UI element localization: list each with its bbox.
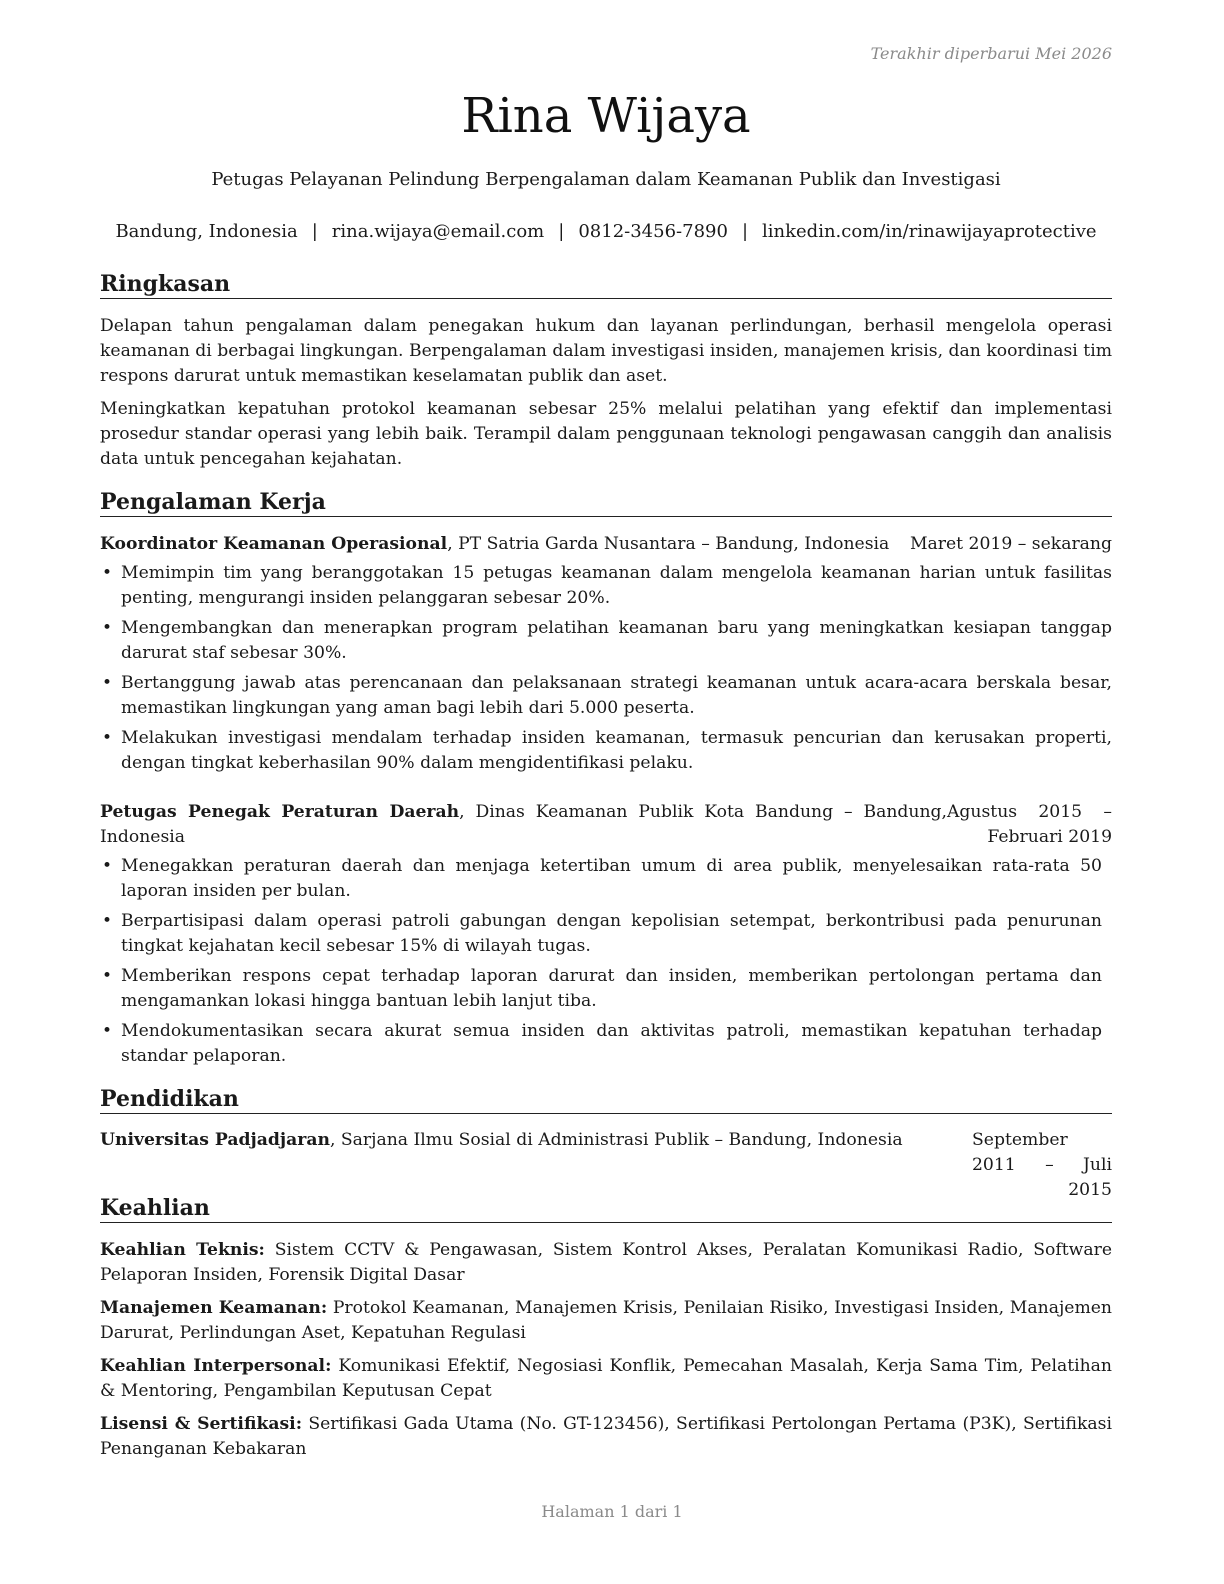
section-title-skills: Keahlian — [100, 1194, 1112, 1223]
summary-paragraph: Meningkatkan kepatuhan protokol keamanan sebesar 25% melalui pelatihan yang efektif dan implementasi prosedur standar operasi yang lebih baik. Terampil dalam penggunaan teknologi pengawasan canggih dan analisis data untuk pencegahan kejahatan. — [100, 399, 1112, 469]
skill-group-text: Komunikasi Efektif, Negosiasi Konflik, Pemecahan Masalah, Kerja Sama Tim, Pelatihan & Mentoring, Pengambilan Keputusan Cepat — [100, 1356, 1112, 1401]
job-bullets — [100, 561, 1112, 776]
list-item: • Melakukan investigasi mendalam terhadap insiden keamanan, termasuk pencurian dan kerusakan properti, dengan tingkat keberhasilan 90% dalam mengidentifikasi pelaku. — [100, 726, 1112, 776]
last-updated-note: Terakhir diperbarui Mei 2026 — [870, 44, 1112, 63]
skill-group — [100, 1296, 1112, 1346]
job-entry — [100, 532, 1112, 781]
education-school: Universitas Padjadjaran — [100, 1130, 330, 1150]
section-title-experience: Pengalaman Kerja — [100, 488, 1112, 517]
job-entry — [100, 800, 1112, 1074]
job-dates: Maret 2019 – sekarang — [909, 534, 1112, 554]
section-title-summary: Ringkasan — [100, 270, 1112, 299]
candidate-headline: Petugas Pelayanan Pelindung Berpengalaman dalam Keamanan Publik dan Investigasi — [211, 169, 1001, 190]
job-header — [100, 532, 1112, 557]
skills-section — [100, 1238, 1112, 1470]
list-item: • Mengembangkan dan menerapkan program pelatihan keamanan baru yang meningkatkan kesiapan tanggap darurat staf sebesar 30%. — [100, 616, 1112, 666]
summary-paragraph: Delapan tahun pengalaman dalam penegakan hukum dan layanan perlindungan, berhasil mengelola operasi keamanan di berbagai lingkungan. Berpengalaman dalam investigasi insiden, manajemen krisis, dan koordinasi tim respons darurat untuk memastikan keselamatan publik dan aset. — [100, 316, 1112, 386]
education-entry — [100, 1128, 1112, 1203]
candidate-name: Rina Wijaya — [461, 88, 751, 144]
job-organization: , Dinas Keamanan Publik Kota Bandung – Bandung, Indonesia — [100, 802, 948, 847]
skill-group — [100, 1354, 1112, 1404]
job-title-line — [100, 532, 910, 557]
skill-group-text: Protokol Keamanan, Manajemen Krisis, Penilaian Risiko, Investigasi Insiden, Manajemen Darurat, Perlindungan Aset, Kepatuhan Regulasi — [100, 1298, 1113, 1343]
education-dates: September 2011 – Juli 2015 — [972, 1130, 1112, 1200]
skill-group-label: Keahlian Teknis: — [100, 1240, 265, 1260]
list-item: • Menegakkan peraturan daerah dan menjaga ketertiban umum di area publik, menyelesaikan rata-rata 50 laporan insiden per bulan. — [100, 854, 1102, 904]
skill-group — [100, 1238, 1112, 1288]
list-item: • Berpartisipasi dalam operasi patroli gabungan dengan kepolisian setempat, berkontribusi pada penurunan tingkat kejahatan kecil sebesar 15% di wilayah tugas. — [100, 909, 1102, 959]
list-item: • Bertanggung jawab atas perencanaan dan pelaksanaan strategi keamanan untuk acara-acara berskala besar, memastikan lingkungan yang aman bagi lebih dari 5.000 peserta. — [100, 671, 1112, 721]
contact-separator: | — [741, 221, 749, 242]
contact-separator: | — [311, 221, 318, 242]
skill-group-label: Keahlian Interpersonal: — [100, 1356, 332, 1376]
section-title-education: Pendidikan — [100, 1085, 1112, 1114]
summary-section — [100, 314, 1112, 480]
education-line — [100, 1128, 972, 1153]
page-number: Halaman 1 dari 1 — [541, 1502, 683, 1521]
skill-group-text: Sistem CCTV & Pengawasan, Sistem Kontrol Akses, Peralatan Komunikasi Radio, Software Pelaporan Insiden, Forensik Digital Dasar — [100, 1240, 1112, 1285]
education-header — [100, 1128, 1112, 1203]
skill-group-label: Manajemen Keamanan: — [100, 1298, 328, 1318]
job-organization: , PT Satria Garda Nusantara – Bandung, Indonesia — [447, 534, 890, 554]
job-header — [100, 800, 1112, 850]
job-title-line — [100, 800, 947, 850]
contact-location: Bandung, Indonesia — [115, 221, 298, 242]
list-item: • Memberikan respons cepat terhadap laporan darurat dan insiden, memberikan pertolongan pertama dan mengamankan lokasi hingga bantuan lebih lanjut tiba. — [100, 964, 1102, 1014]
skill-group-label: Lisensi & Sertifikasi: — [100, 1414, 303, 1434]
job-dates: Agustus 2015 – Februari 2019 — [947, 802, 1112, 847]
contact-email[interactable]: rina.wijaya@email.com — [331, 221, 545, 242]
skill-group — [100, 1412, 1112, 1462]
job-role: Petugas Penegak Peraturan Daerah — [100, 802, 460, 822]
contact-phone: 0812-3456-7890 — [578, 221, 728, 242]
education-detail: , Sarjana Ilmu Sosial di Administrasi Publik – Bandung, Indonesia — [329, 1130, 903, 1150]
contact-separator: | — [558, 221, 565, 242]
job-role: Koordinator Keamanan Operasional — [100, 534, 448, 554]
list-item: • Mendokumentasikan secara akurat semua insiden dan aktivitas patroli, memastikan kepatuhan terhadap standar pelaporan. — [100, 1019, 1102, 1069]
skill-group-text: Sertifikasi Gada Utama (No. GT-123456), Sertifikasi Pertolongan Pertama (P3K), Sertifikasi Penanganan Kebakaran — [100, 1414, 1112, 1459]
contact-line — [100, 220, 1112, 244]
contact-linkedin[interactable]: linkedin.com/in/rinawijayaprotective — [762, 221, 1097, 242]
list-item: • Memimpin tim yang beranggotakan 15 petugas keamanan dalam mengelola keamanan harian untuk fasilitas penting, mengurangi insiden pelanggaran sebesar 20%. — [100, 561, 1112, 611]
job-bullets — [100, 854, 1112, 1069]
